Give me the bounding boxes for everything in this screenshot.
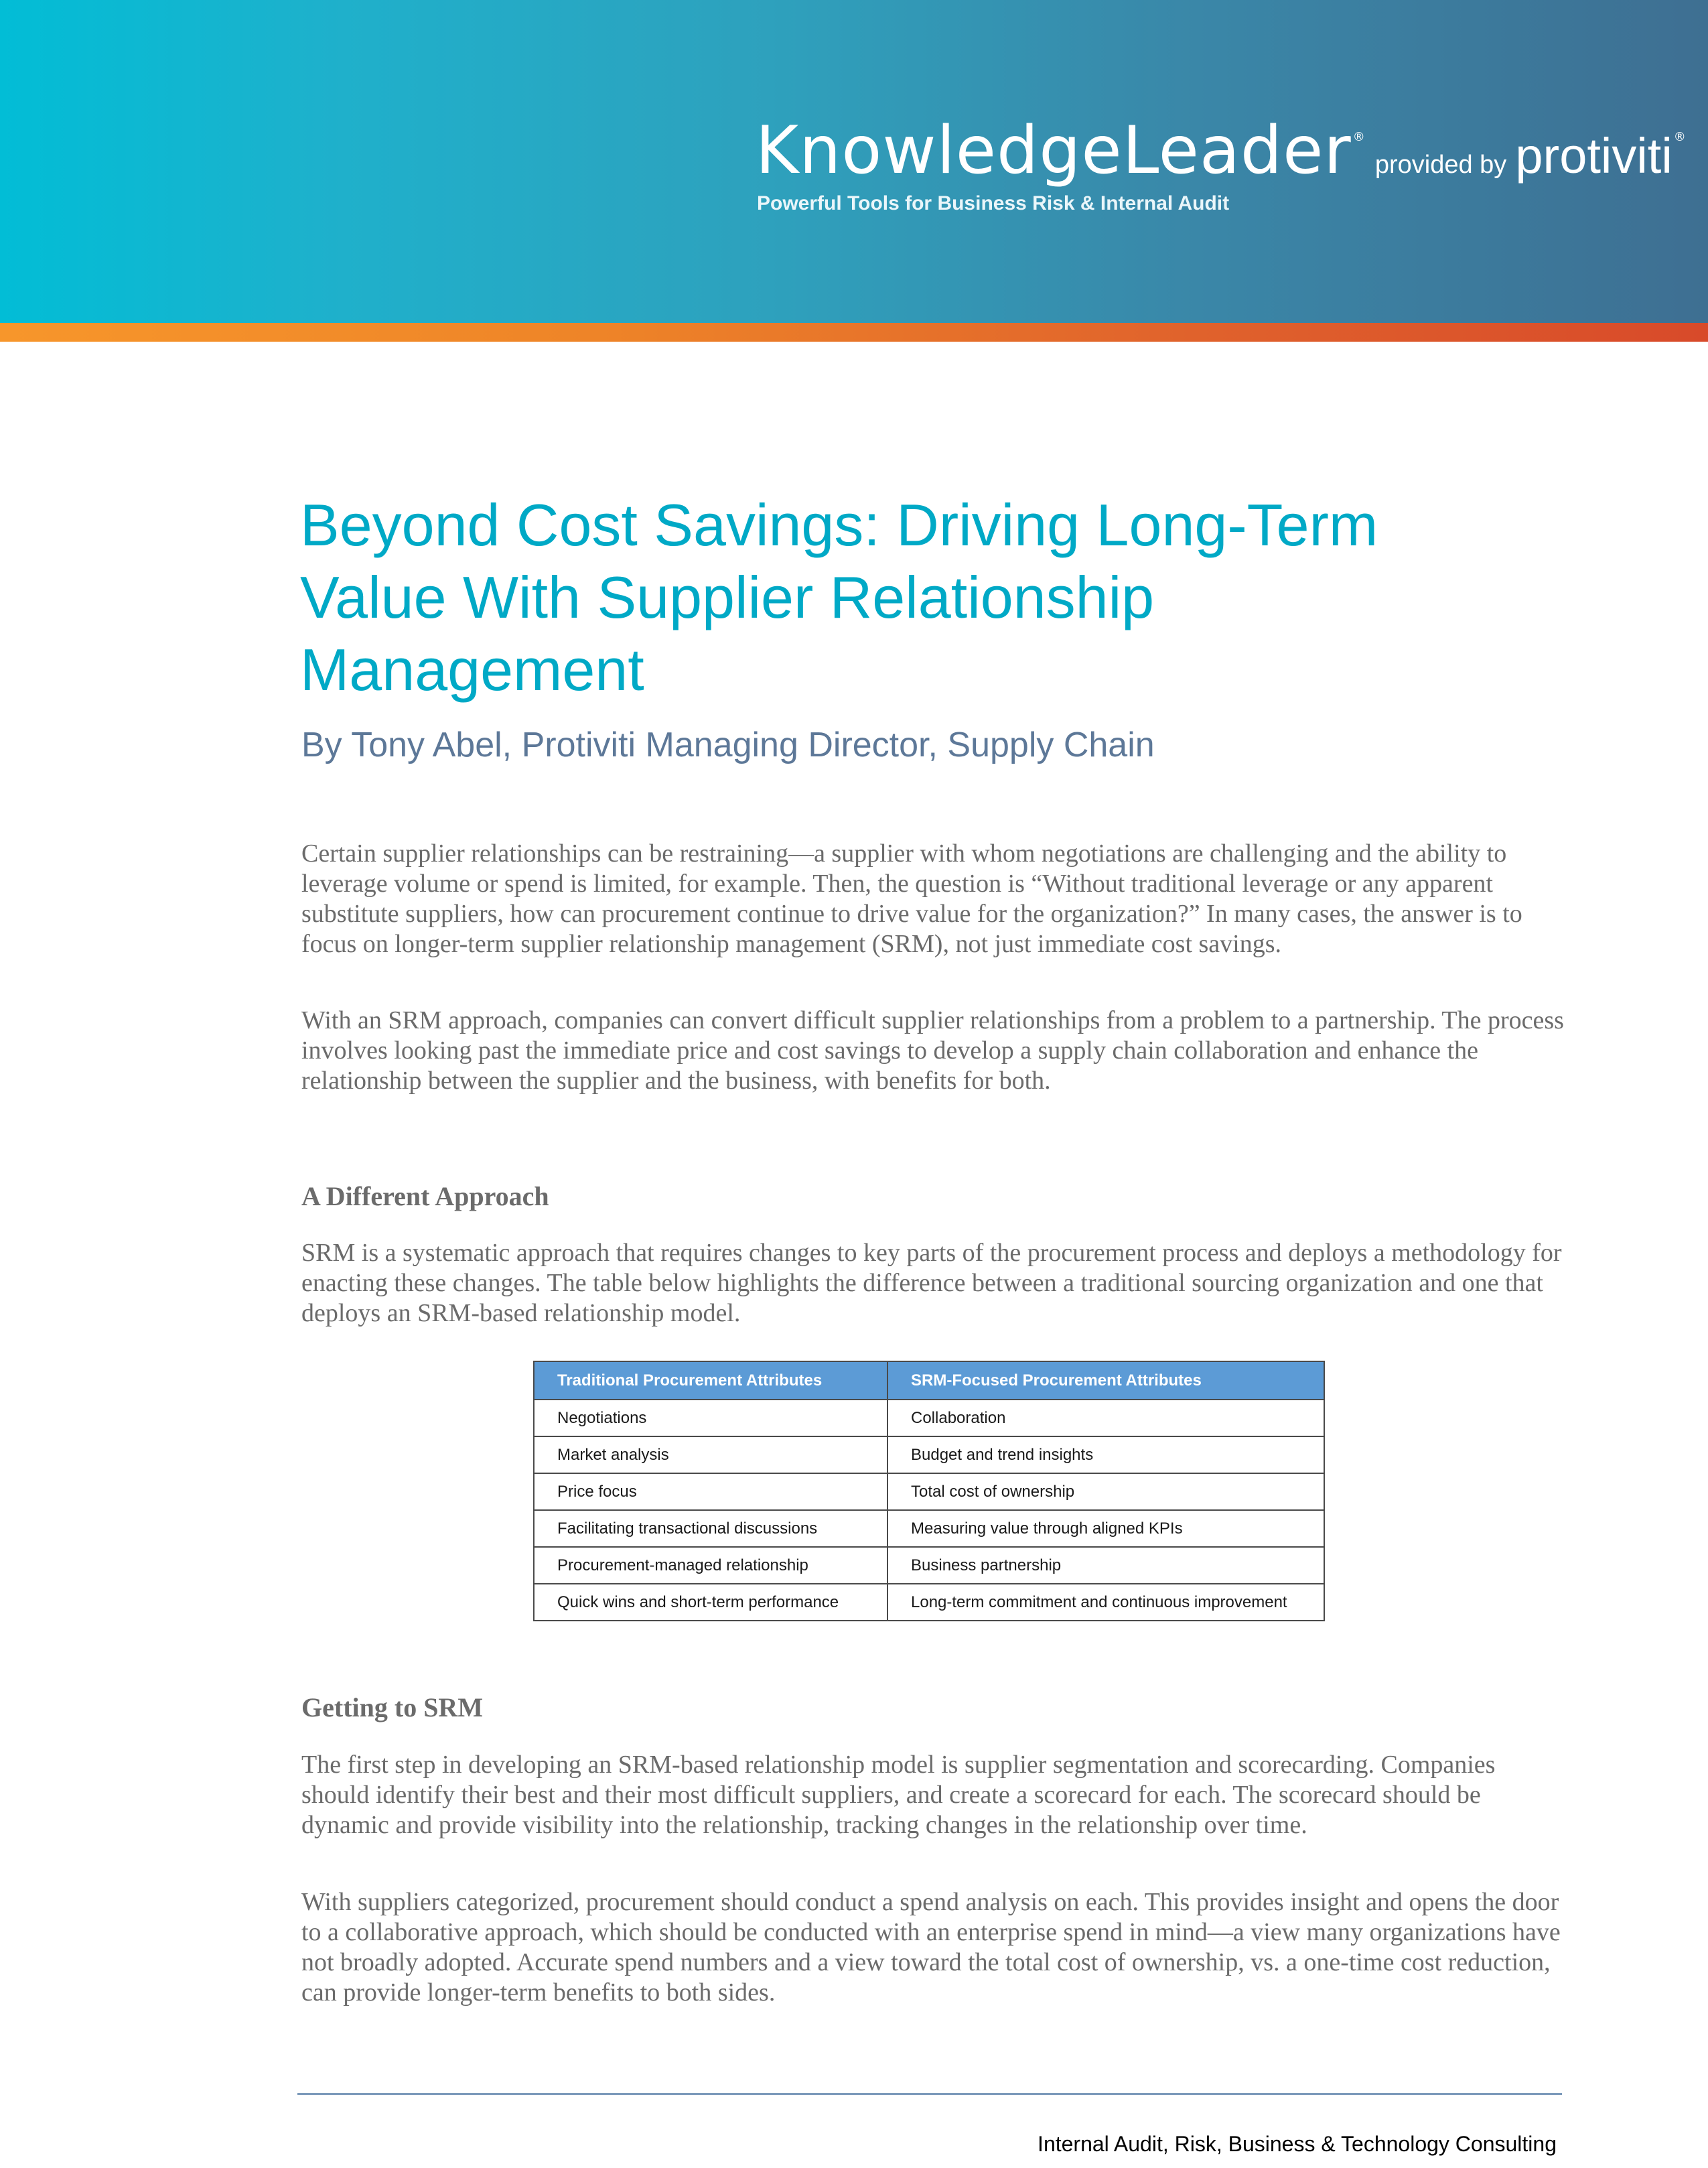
table-row: [534, 1547, 1324, 1584]
table-cell: Negotiations: [534, 1400, 887, 1436]
intro-paragraph-2: With an SRM approach, companies can convert difficult supplier relationships from a problem to a partnership. The process involves looking past the immediate price and cost savings to develop a supply chain collaboration and enhance the relationship between the supplier and the business, with benefits for both.: [301, 1006, 1564, 1095]
table-row: [534, 1510, 1324, 1547]
table-cell: Collaboration: [887, 1400, 1324, 1436]
table-row: [534, 1400, 1324, 1436]
page-title: [300, 489, 1573, 706]
table-cell: Procurement-managed relationship: [534, 1547, 887, 1584]
table-cell: Quick wins and short-term performance: [534, 1584, 887, 1621]
table-cell: Measuring value through aligned KPIs: [887, 1510, 1324, 1547]
footer-tagline: Internal Audit, Risk, Business & Technology Consulting: [1038, 2132, 1557, 2156]
table-row: [534, 1473, 1324, 1510]
brand-name: KnowledgeLeader: [756, 113, 1352, 189]
brand-tagline: Powerful Tools for Business Risk & Internal Audit: [757, 192, 1230, 214]
registered-mark: ®: [1673, 130, 1686, 144]
section-paragraph: SRM is a systematic approach that requires changes to key parts of the procurement process and deploys a methodology for enacting these changes. The table below highlights the difference between a traditional sourcing organization and one that deploys an SRM-based relationship model.: [301, 1239, 1562, 1327]
title-line: Beyond Cost Savings: Driving Long-Term: [300, 492, 1378, 558]
comparison-table: [533, 1361, 1325, 1621]
footer-divider: [297, 2093, 1562, 2095]
protiviti-logo: protiviti: [1515, 128, 1673, 184]
intro-paragraph-1: Certain supplier relationships can be restraining—a supplier with whom negotiations are challenging and the ability to leverage volume or spend is limited, for example. Then, the question is “Without traditional leverage or any apparent substitute suppliers, how can procurement continue to drive value for the organization?” In many cases, the answer is to focus on longer-term supplier relationship management (SRM), not just immediate cost savings.: [301, 839, 1522, 958]
section-paragraph: With suppliers categorized, procurement should conduct a spend analysis on each. This provides insight and opens the door to a collaborative approach, which should be conducted with an enterprise spend in mind—a view many organizations have not broadly adopted. Accurate spend numbers and a view toward the total cost of ownership, vs. a one-time cost reduction, can provide longer-term benefits to both sides.: [301, 1888, 1561, 2007]
title-line: Value With Supplier Relationship: [300, 564, 1155, 630]
table-row: [534, 1584, 1324, 1621]
table-cell: Budget and trend insights: [887, 1436, 1324, 1473]
table-row: [534, 1436, 1324, 1473]
table-header-row: [534, 1361, 1324, 1400]
table-cell: Price focus: [534, 1473, 887, 1510]
table-cell: Long-term commitment and continuous improvement: [887, 1584, 1324, 1621]
byline: By Tony Abel, Protiviti Managing Director, Supply Chain: [301, 726, 1155, 764]
table-cell: Total cost of ownership: [887, 1473, 1324, 1510]
title-line: Management: [300, 636, 644, 703]
header-accent-stripe: [0, 323, 1708, 342]
section-heading-different-approach: A Different Approach: [301, 1181, 549, 1211]
column-header-srm: SRM-Focused Procurement Attributes: [887, 1361, 1324, 1400]
column-header-traditional: Traditional Procurement Attributes: [534, 1361, 887, 1400]
knowledgeleader-logo: [756, 113, 1686, 189]
table-cell: Market analysis: [534, 1436, 887, 1473]
table-cell: Business partnership: [887, 1547, 1324, 1584]
section-heading-getting-to-srm: Getting to SRM: [301, 1692, 484, 1722]
table-cell: Facilitating transactional discussions: [534, 1510, 887, 1547]
registered-mark: ®: [1352, 130, 1365, 144]
provided-by-label: provided by: [1374, 151, 1507, 179]
section-paragraph: The first step in developing an SRM-based relationship model is supplier segmentation and scorecarding. Companies should identify their best and their most difficult suppliers, and create a scorecard for each. The scorecard should be dynamic and provide visibility into the relationship, tracking changes in the relationship over time.: [301, 1751, 1496, 1839]
